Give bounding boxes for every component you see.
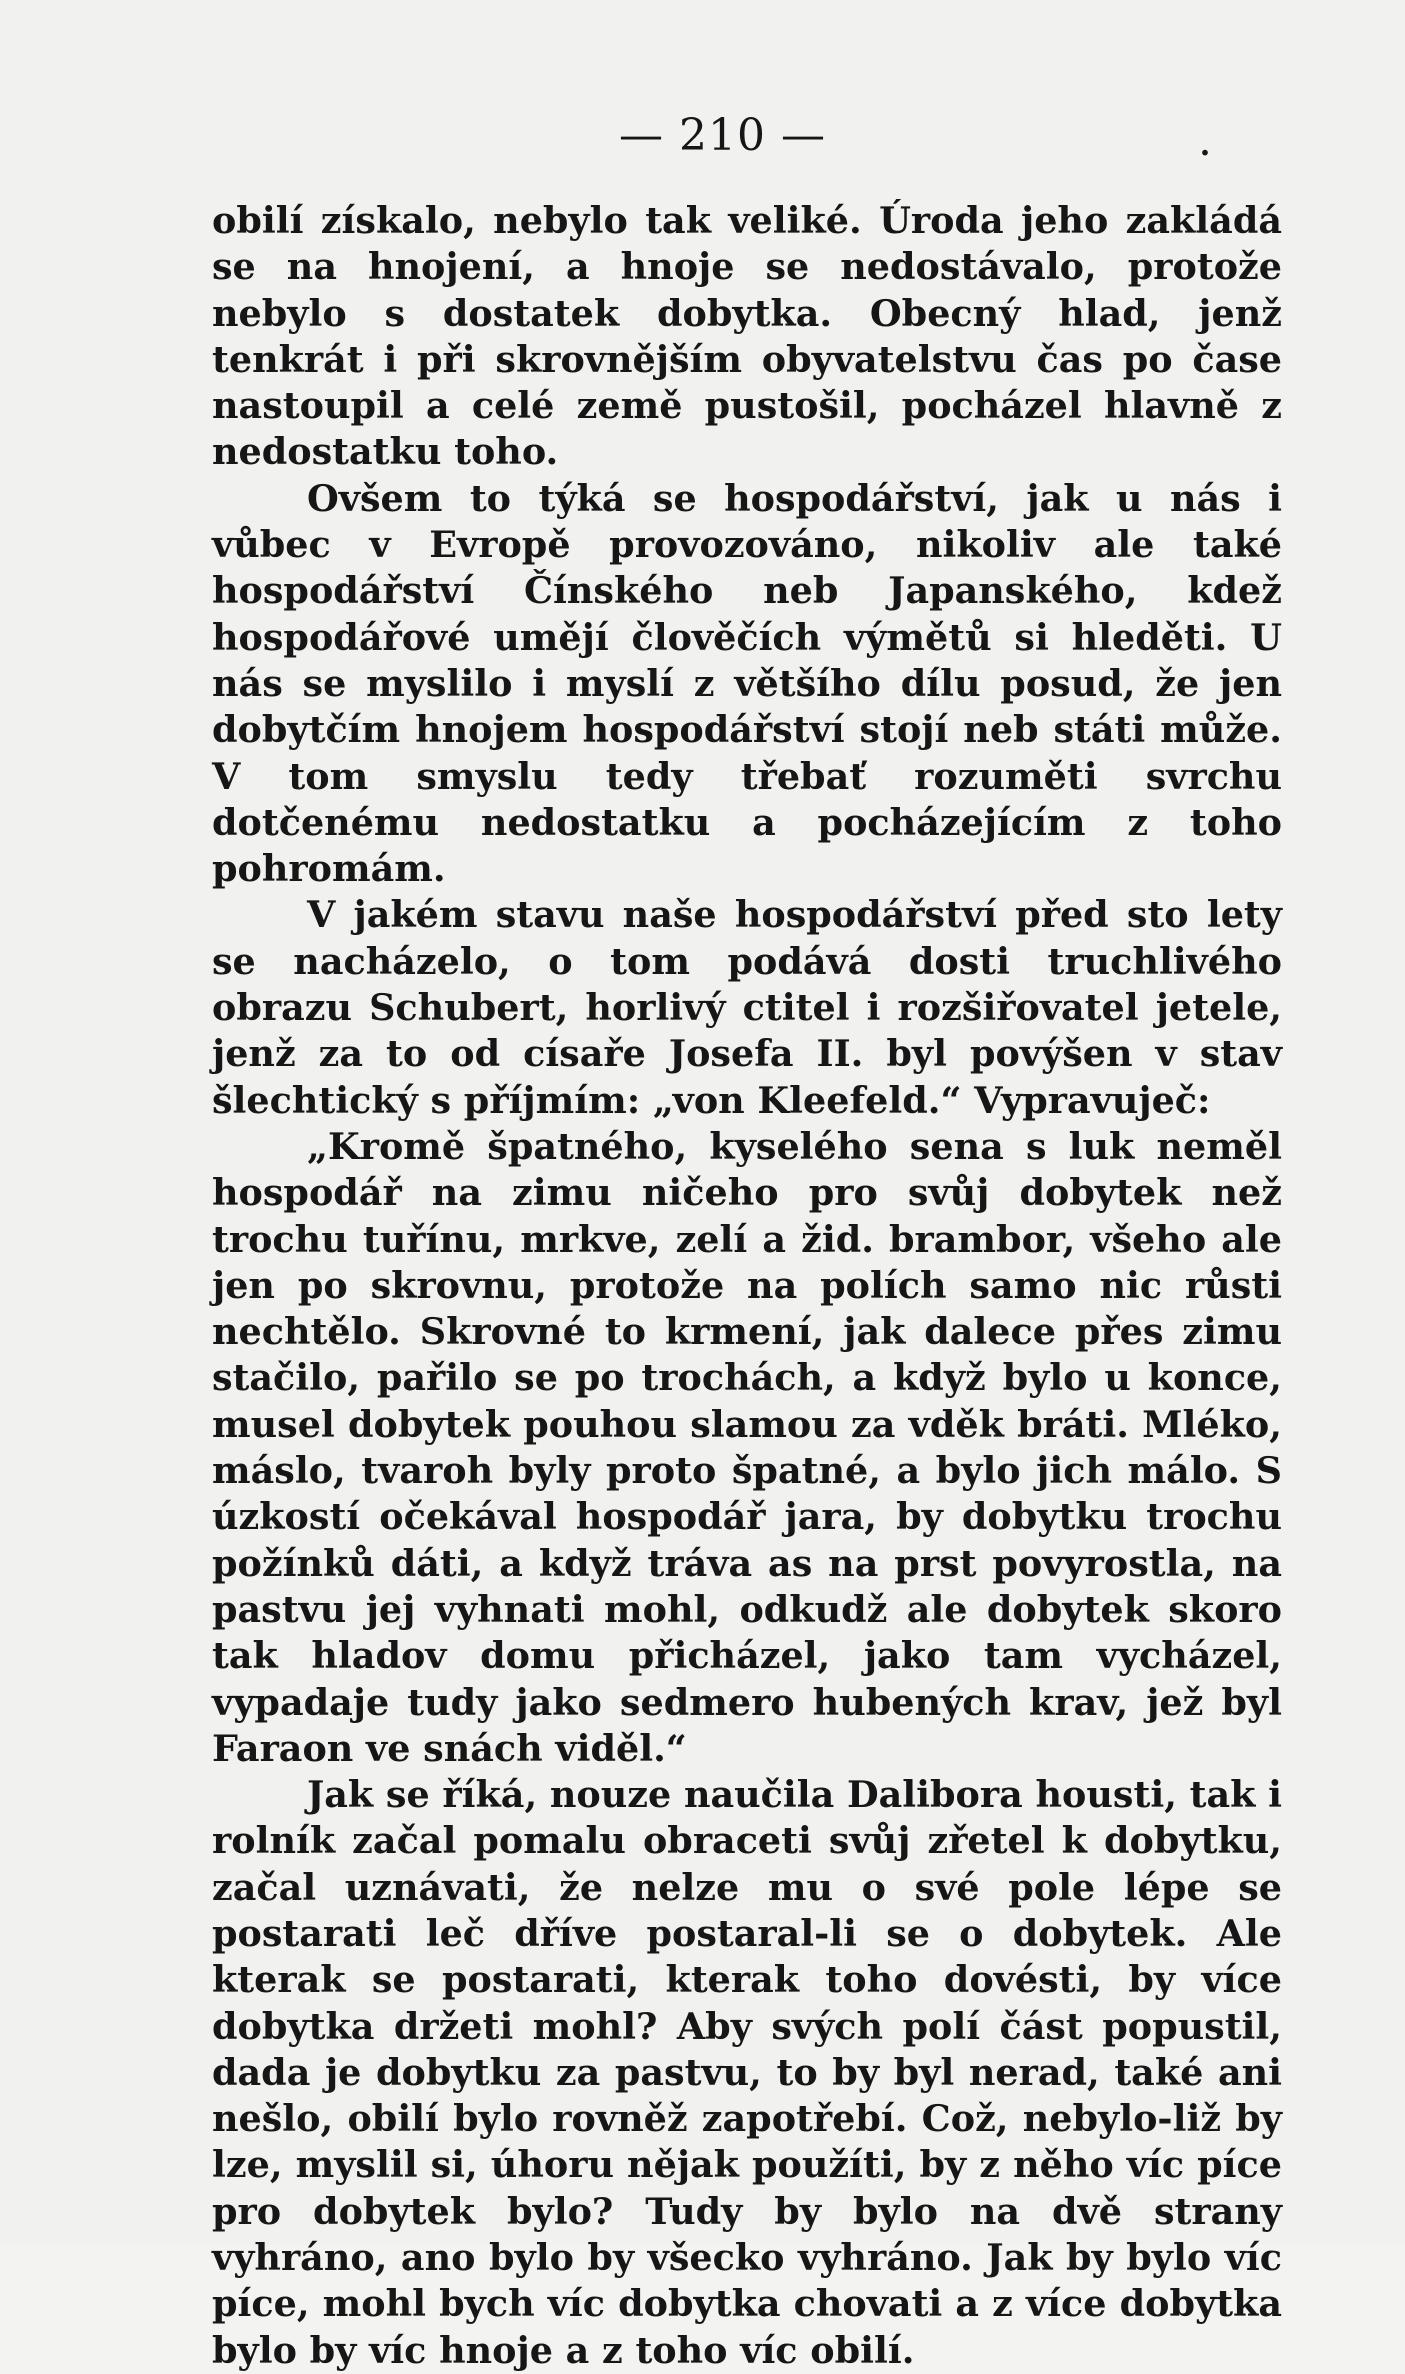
paragraph-5: Jak se říká, nouze naučila Dalibora housti, tak i rolník začal pomalu obraceti svůj zřetel k dobytku, začal uznávati, že nelze mu o své pole lépe se postarati leč dříve postaral-li se o dobytek. Ale kterak se postarati, kterak toho dovésti, by více dobytka držeti mohl? Aby svých polí část popustil, dada je dobytku za pastvu, to by byl nerad, také ani nešlo, obilí bylo rovněž zapotřebí. Což, nebylo-liž by lze, myslil si, úhoru nějak použíti, by z něho víc píce pro dobytek bylo? Tudy by bylo na dvě strany vyhráno, ano bylo by všecko vyhráno. Jak by bylo víc píce, mohl bych víc dobytka chovati a z více dobytka bylo by víc hnoje a z toho víc obilí.	[212, 1773, 1282, 2372]
stray-dot: .	[1198, 115, 1212, 166]
paragraph-2: Ovšem to týká se hospodářství, jak u nás i vůbec v Evropě provozováno, nikoliv ale také hospodářství Čínského neb Japanského, kdež hospodářové umějí člověčích výmětů si hleděti. U nás se myslilo i myslí z většího dílu posud, že jen dobytčím hnojem hospodářství stojí neb státi může. V tom smyslu tedy třebať rozuměti svrchu dotčenému nedostatku a pocházejícím z toho pohromám.	[212, 476, 1282, 891]
paragraph-1: obilí získalo, nebylo tak veliké. Úroda jeho zakládá se na hnojení, a hnoje se nedostávalo, protože nebylo s dostatek dobytka. Obecný hlad, jenž tenkrát i při skrovnějším obyvatelstvu čas po čase nastoupil a celé země pustošil, pocházel hlavně z nedostatku toho.	[212, 199, 1282, 474]
paragraph-4: „Kromě špatného, kyselého sena s luk neměl hospodář na zimu ničeho pro svůj dobytek než trochu tuřínu, mrkve, zelí a žid. brambor, všeho ale jen po skrovnu, protože na polích samo nic růsti nechtělo. Skrovné to krmení, jak dalece přes zimu stačilo, pařilo se po trochách, a když bylo u konce, musel dobytek pouhou slamou za vděk bráti. Mléko, máslo, tvaroh byly proto špatné, a bylo jich málo. S úzkostí očekával hospodář jara, by dobytku trochu požínků dáti, a když tráva as na prst povyrostla, na pastvu jej vyhnati mohl, odkudž ale dobytek skoro tak hladov domu přicházel, jako tam vycházel, vypadaje tudy jako sedmero hubených krav, jež byl Faraon ve snách viděl.“	[212, 1124, 1282, 1770]
page-number	[0, 110, 1405, 161]
page-number-text: — 210 —	[619, 110, 826, 161]
body-text	[212, 198, 1282, 2374]
paragraph-3: V jakém stavu naše hospodářství před sto lety se nacházelo, o tom podává dosti truchlivého obrazu Schubert, horlivý ctitel i rozšiřovatel jetele, jenž za to od císaře Josefa II. byl povýšen v stav šlechtický s příjmím: „von Kleefeld.“ Vypravuječ:	[212, 893, 1282, 1122]
